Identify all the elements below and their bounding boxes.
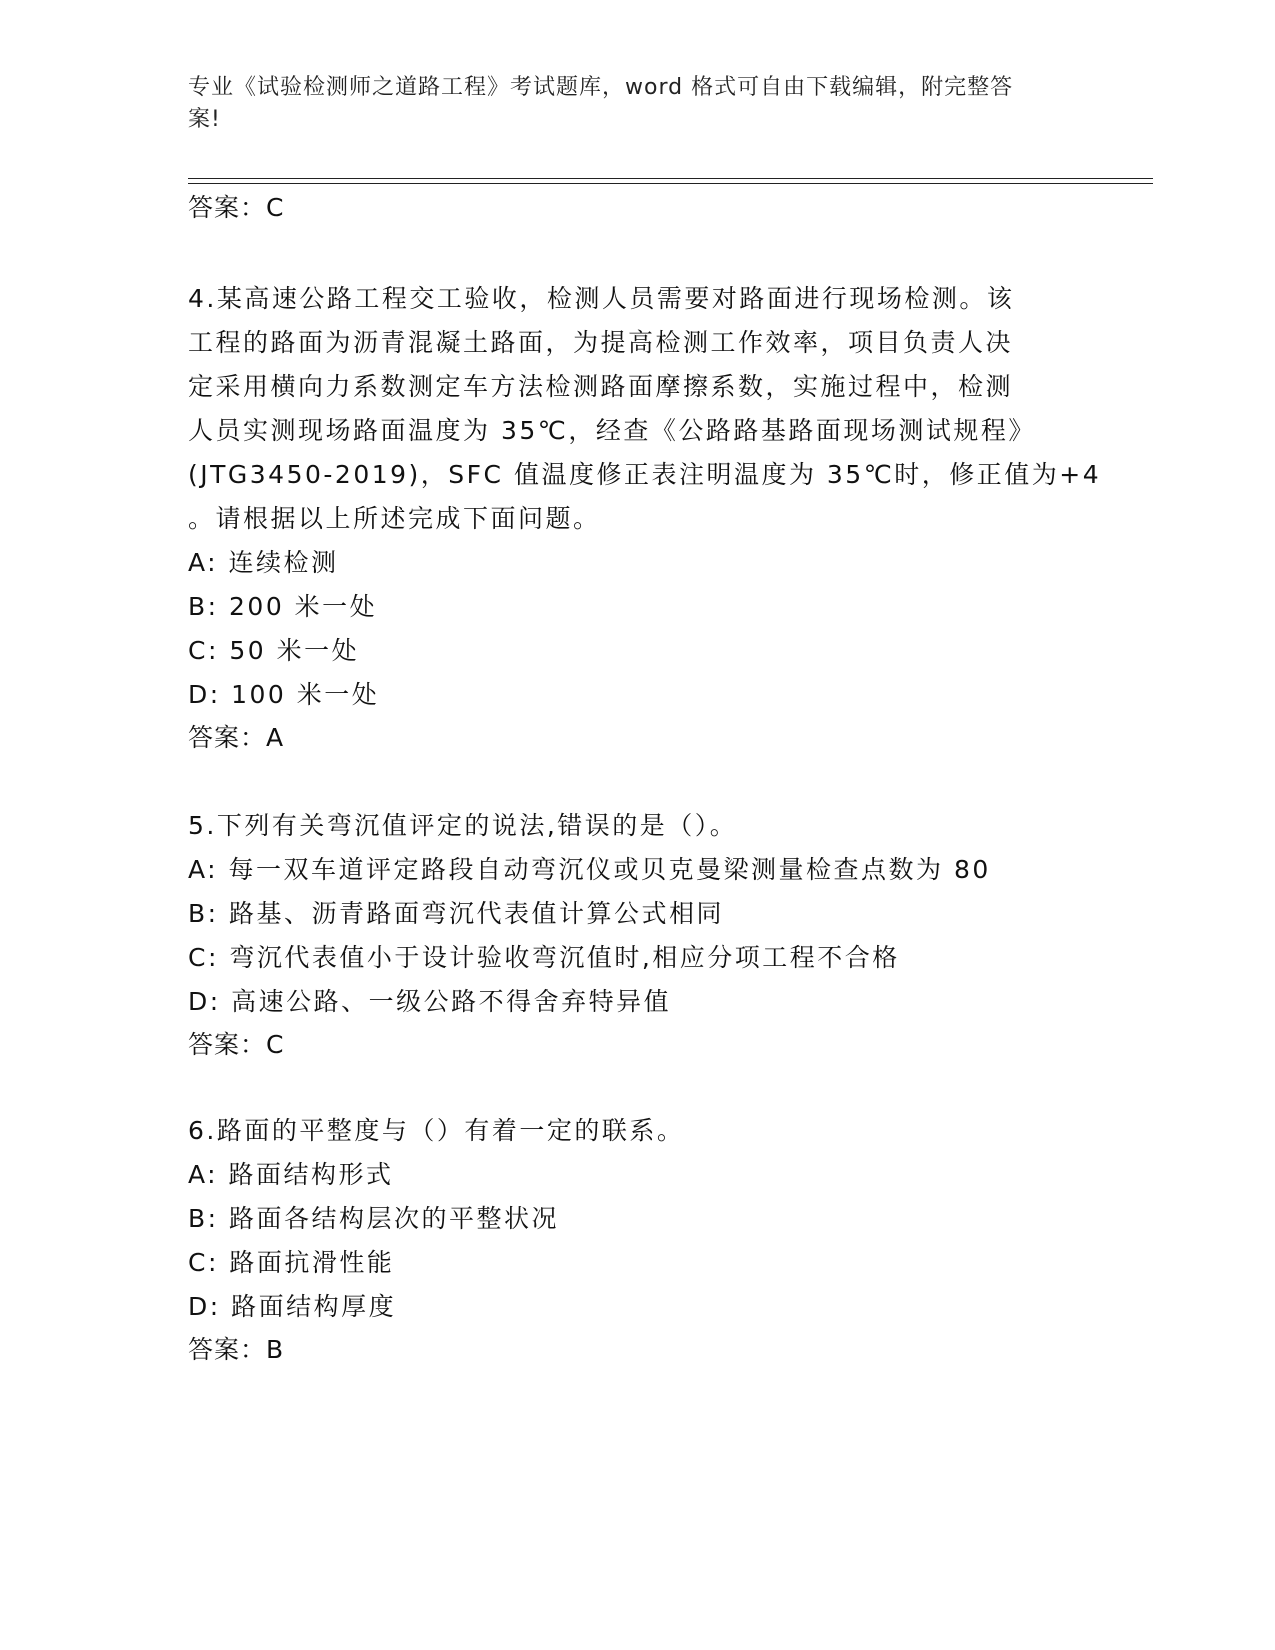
q4-answer: 答案：A bbox=[188, 723, 285, 752]
q4-option-a: A: 连续检测 bbox=[188, 548, 339, 577]
q6-option-b: B: 路面各结构层次的平整状况 bbox=[188, 1204, 560, 1233]
q4-option-c: C: 50 米一处 bbox=[188, 636, 360, 665]
q4-text-line-5: (JTG3450-2019)，SFC 值温度修正表注明温度为 35℃时，修正值为+4 bbox=[188, 460, 1102, 489]
header-rule-top bbox=[188, 178, 1153, 179]
q5-question: 5.下列有关弯沉值评定的说法,错误的是（）。 bbox=[188, 811, 738, 840]
header-line-1: 专业《试验检测师之道路工程》考试题库，word 格式可自由下载编辑，附完整答 bbox=[188, 75, 1014, 100]
header-rule-bottom bbox=[188, 183, 1153, 184]
q4-option-d: D: 100 米一处 bbox=[188, 680, 380, 709]
q6-question: 6.路面的平整度与（）有着一定的联系。 bbox=[188, 1116, 685, 1145]
q6-answer: 答案：B bbox=[188, 1335, 285, 1364]
q5-option-b: B: 路基、沥青路面弯沉代表值计算公式相同 bbox=[188, 899, 725, 928]
q5-option-a: A: 每一双车道评定路段自动弯沉仪或贝克曼梁测量检查点数为 80 bbox=[188, 855, 991, 884]
document-header bbox=[188, 72, 1068, 136]
previous-answer: 答案：C bbox=[188, 193, 285, 222]
q6-option-d: D: 路面结构厚度 bbox=[188, 1292, 397, 1321]
q4-option-b: B: 200 米一处 bbox=[188, 592, 378, 621]
q4-text-line-4: 人员实测现场路面温度为 35℃，经查《公路路基路面现场测试规程》 bbox=[188, 416, 1036, 445]
q5-option-c: C: 弯沉代表值小于设计验收弯沉值时,相应分项工程不合格 bbox=[188, 943, 900, 972]
q6-option-a: A: 路面结构形式 bbox=[188, 1160, 394, 1189]
q5-option-d: D: 高速公路、一级公路不得舍弃特异值 bbox=[188, 987, 672, 1016]
q4-text-line-6: 。请根据以上所述完成下面问题。 bbox=[188, 504, 601, 533]
q5-answer: 答案：C bbox=[188, 1030, 285, 1059]
q4-text-line-3: 定采用横向力系数测定车方法检测路面摩擦系数，实施过程中，检测 bbox=[188, 372, 1014, 401]
q4-text-line-1: 4.某高速公路工程交工验收，检测人员需要对路面进行现场检测。该 bbox=[188, 284, 1015, 313]
q4-text-line-2: 工程的路面为沥青混凝土路面，为提高检测工作效率，项目负责人决 bbox=[188, 328, 1014, 357]
header-line-2: 案! bbox=[188, 107, 221, 132]
q6-option-c: C: 路面抗滑性能 bbox=[188, 1248, 395, 1277]
